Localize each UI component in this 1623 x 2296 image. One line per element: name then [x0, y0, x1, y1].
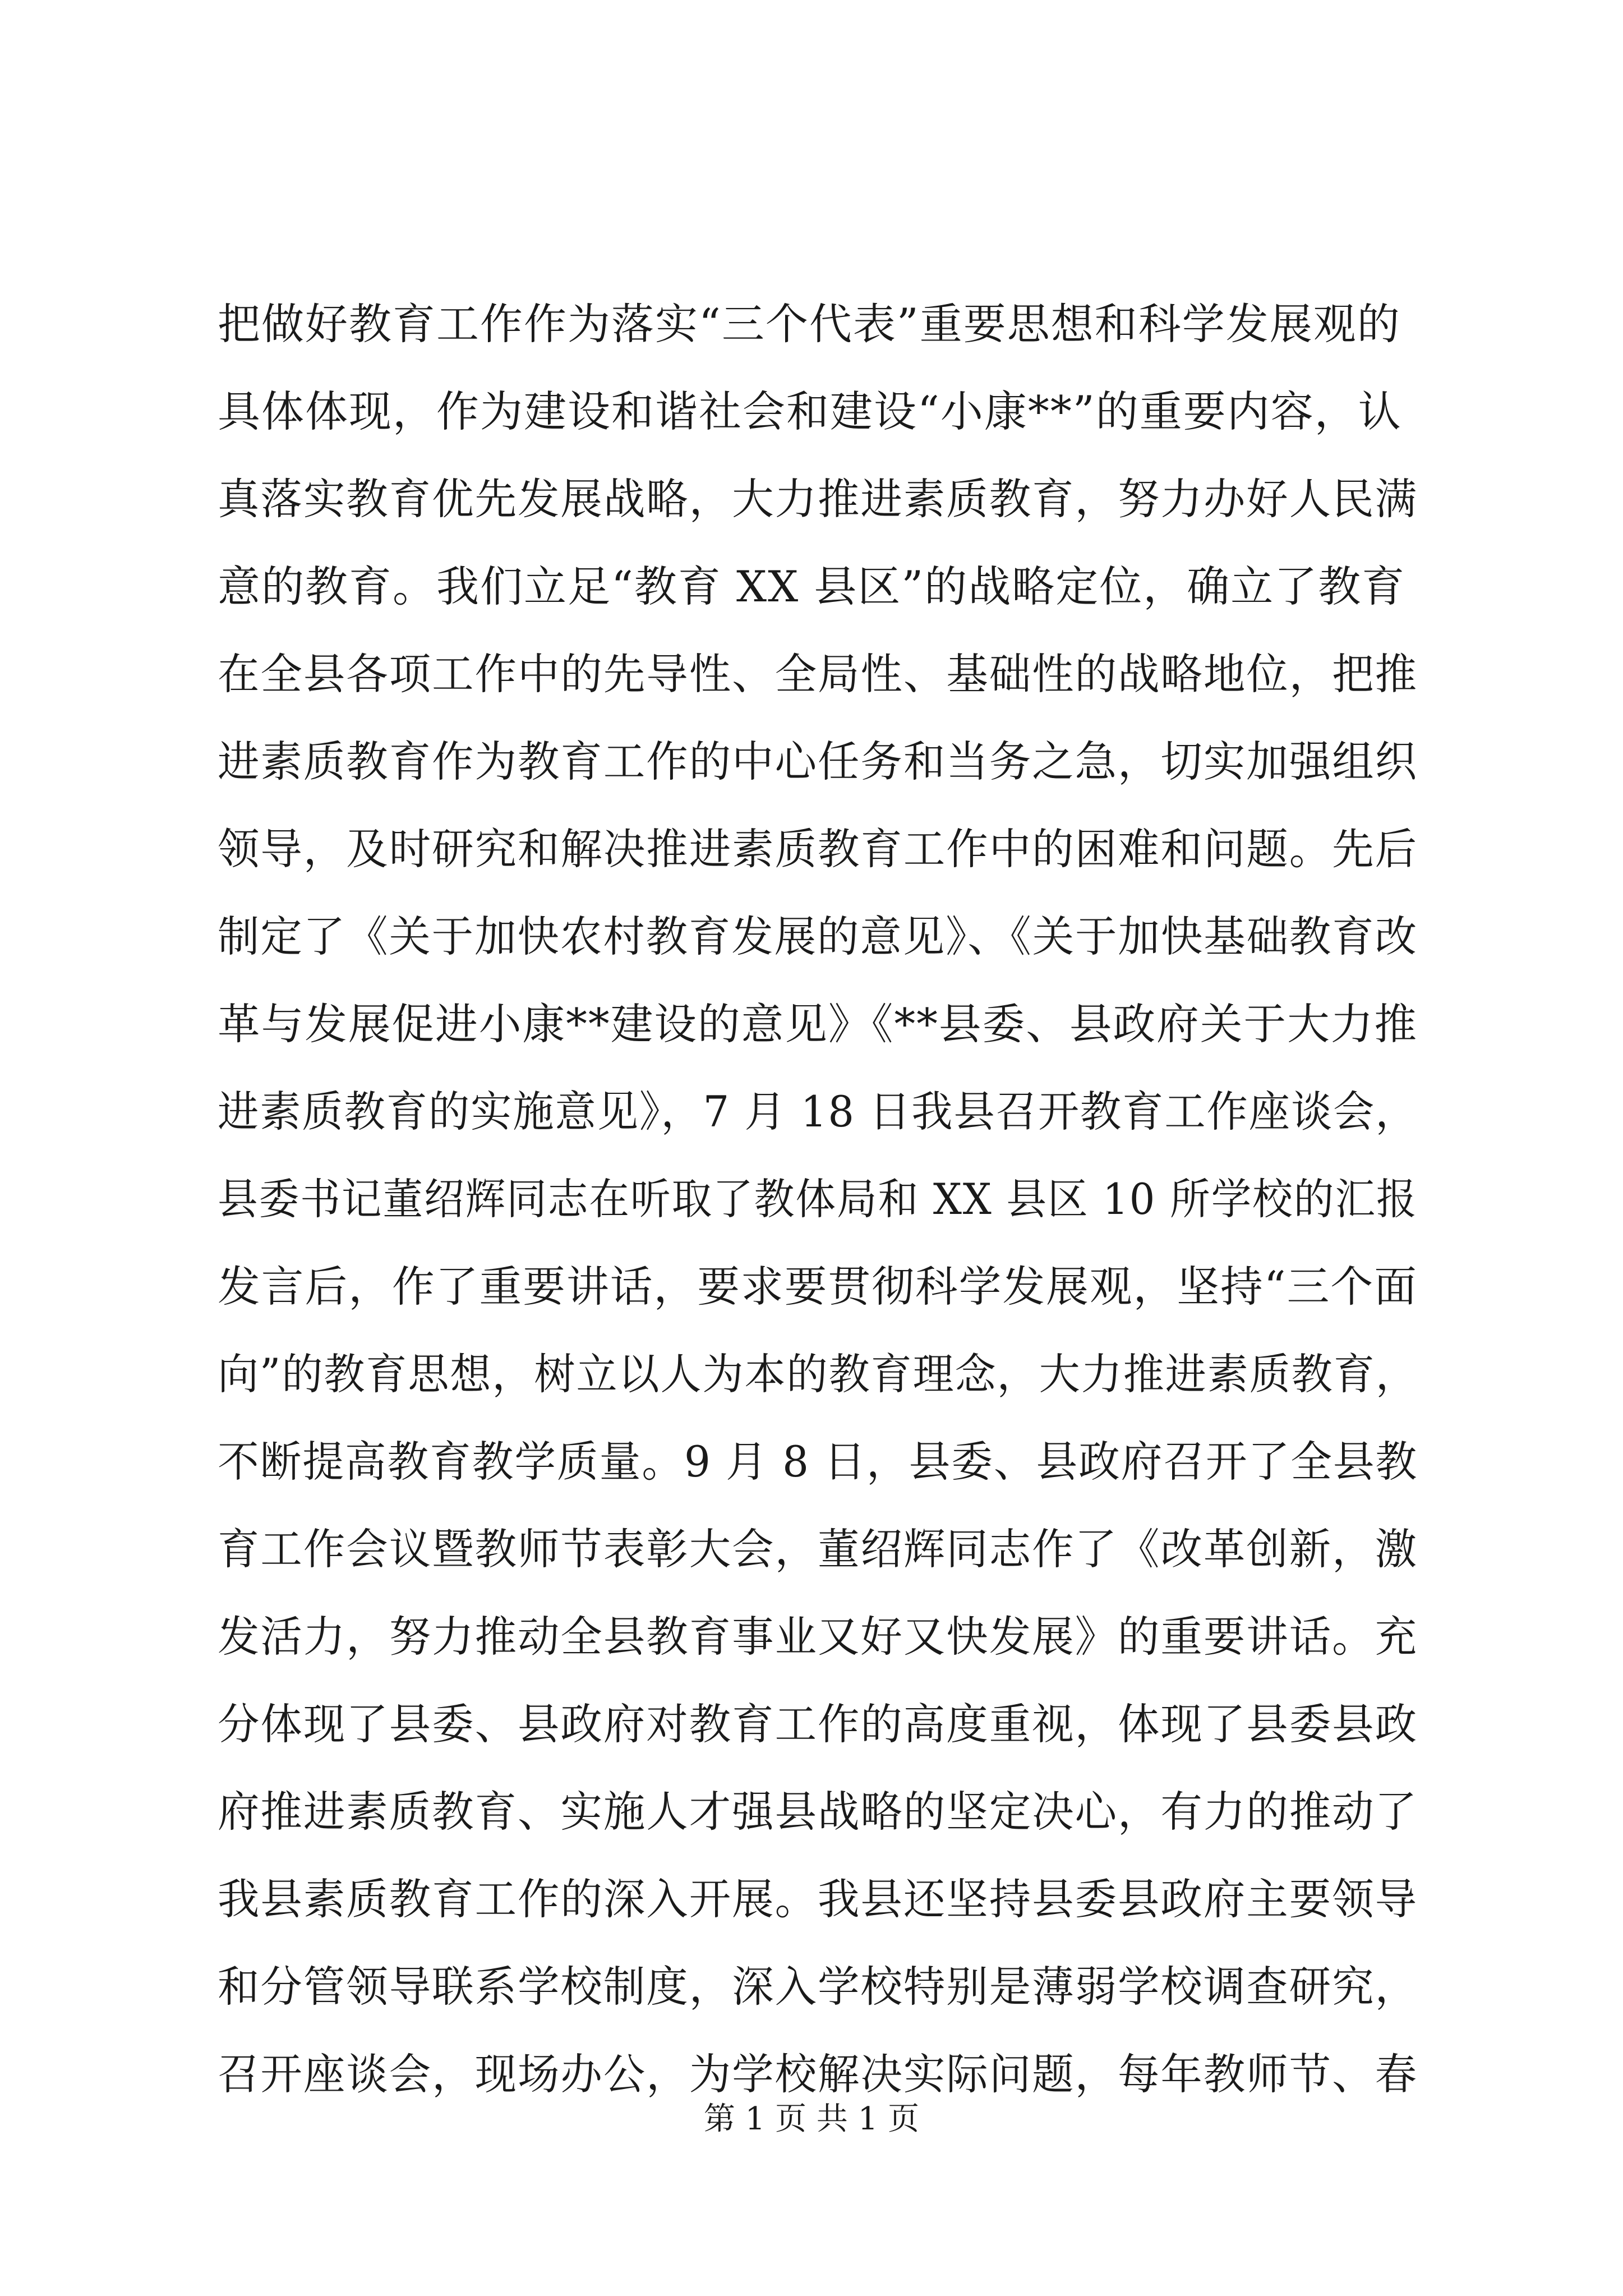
text-line: 具体体现，作为建设和谐社会和建设“小康**”的重要内容，认 — [218, 386, 1402, 436]
text-line: 府推进素质教育、实施人才强县战略的坚定决心，有力的推动了 — [218, 1787, 1418, 1837]
body-paragraph — [218, 280, 1418, 2118]
text-line: 向”的教育思想，树立以人为本的教育理念，大力推进素质教育， — [218, 1349, 1418, 1399]
text-line: 制定了《关于加快农村教育发展的意见》、《关于加快基础教育改 — [218, 912, 1418, 961]
text-line: 把做好教育工作作为落实“三个代表”重要思想和科学发展观的 — [218, 299, 1401, 349]
text-line: 发言后，作了重要讲话，要求要贯彻科学发展观，坚持“三个面 — [218, 1262, 1418, 1312]
page-number-label: 第 1 页 共 1 页 — [703, 2101, 920, 2137]
text-line: 进素质教育的实施意见》，7 月 18 日我县召开教育工作座谈会， — [218, 1087, 1418, 1137]
text-line: 和分管领导联系学校制度，深入学校特别是薄弱学校调查研究， — [218, 1962, 1418, 2012]
page-footer — [0, 2097, 1623, 2142]
text-line: 分体现了县委、县政府对教育工作的高度重视，体现了县委县政 — [218, 1699, 1418, 1749]
text-line: 发活力，努力推动全县教育事业又好又快发展》的重要讲话。充 — [218, 1612, 1418, 1662]
text-line: 真落实教育优先发展战略，大力推进素质教育，努力办好人民满 — [218, 474, 1418, 524]
text-line: 不断提高教育教学质量。9 月 8 日，县委、县政府召开了全县教 — [218, 1437, 1418, 1487]
text-line: 在全县各项工作中的先导性、全局性、基础性的战略地位，把推 — [218, 649, 1418, 699]
text-line: 县委书记董绍辉同志在听取了教体局和 XX 县区 10 所学校的汇报 — [218, 1174, 1418, 1224]
text-line: 革与发展促进小康**建设的意见》《**县委、县政府关于大力推 — [218, 999, 1418, 1049]
text-line: 我县素质教育工作的深入开展。我县还坚持县委县政府主要领导 — [218, 1874, 1418, 1924]
text-line: 召开座谈会，现场办公，为学校解决实际问题，每年教师节、春 — [218, 2049, 1418, 2099]
text-line: 进素质教育作为教育工作的中心任务和当务之急，切实加强组织 — [218, 737, 1418, 786]
text-line: 领导，及时研究和解决推进素质教育工作中的困难和问题。先后 — [218, 824, 1418, 874]
text-line: 育工作会议暨教师节表彰大会，董绍辉同志作了《改革创新，激 — [218, 1524, 1418, 1574]
text-line: 意的教育。我们立足“教育 XX 县区”的战略定位，确立了教育 — [218, 562, 1406, 611]
